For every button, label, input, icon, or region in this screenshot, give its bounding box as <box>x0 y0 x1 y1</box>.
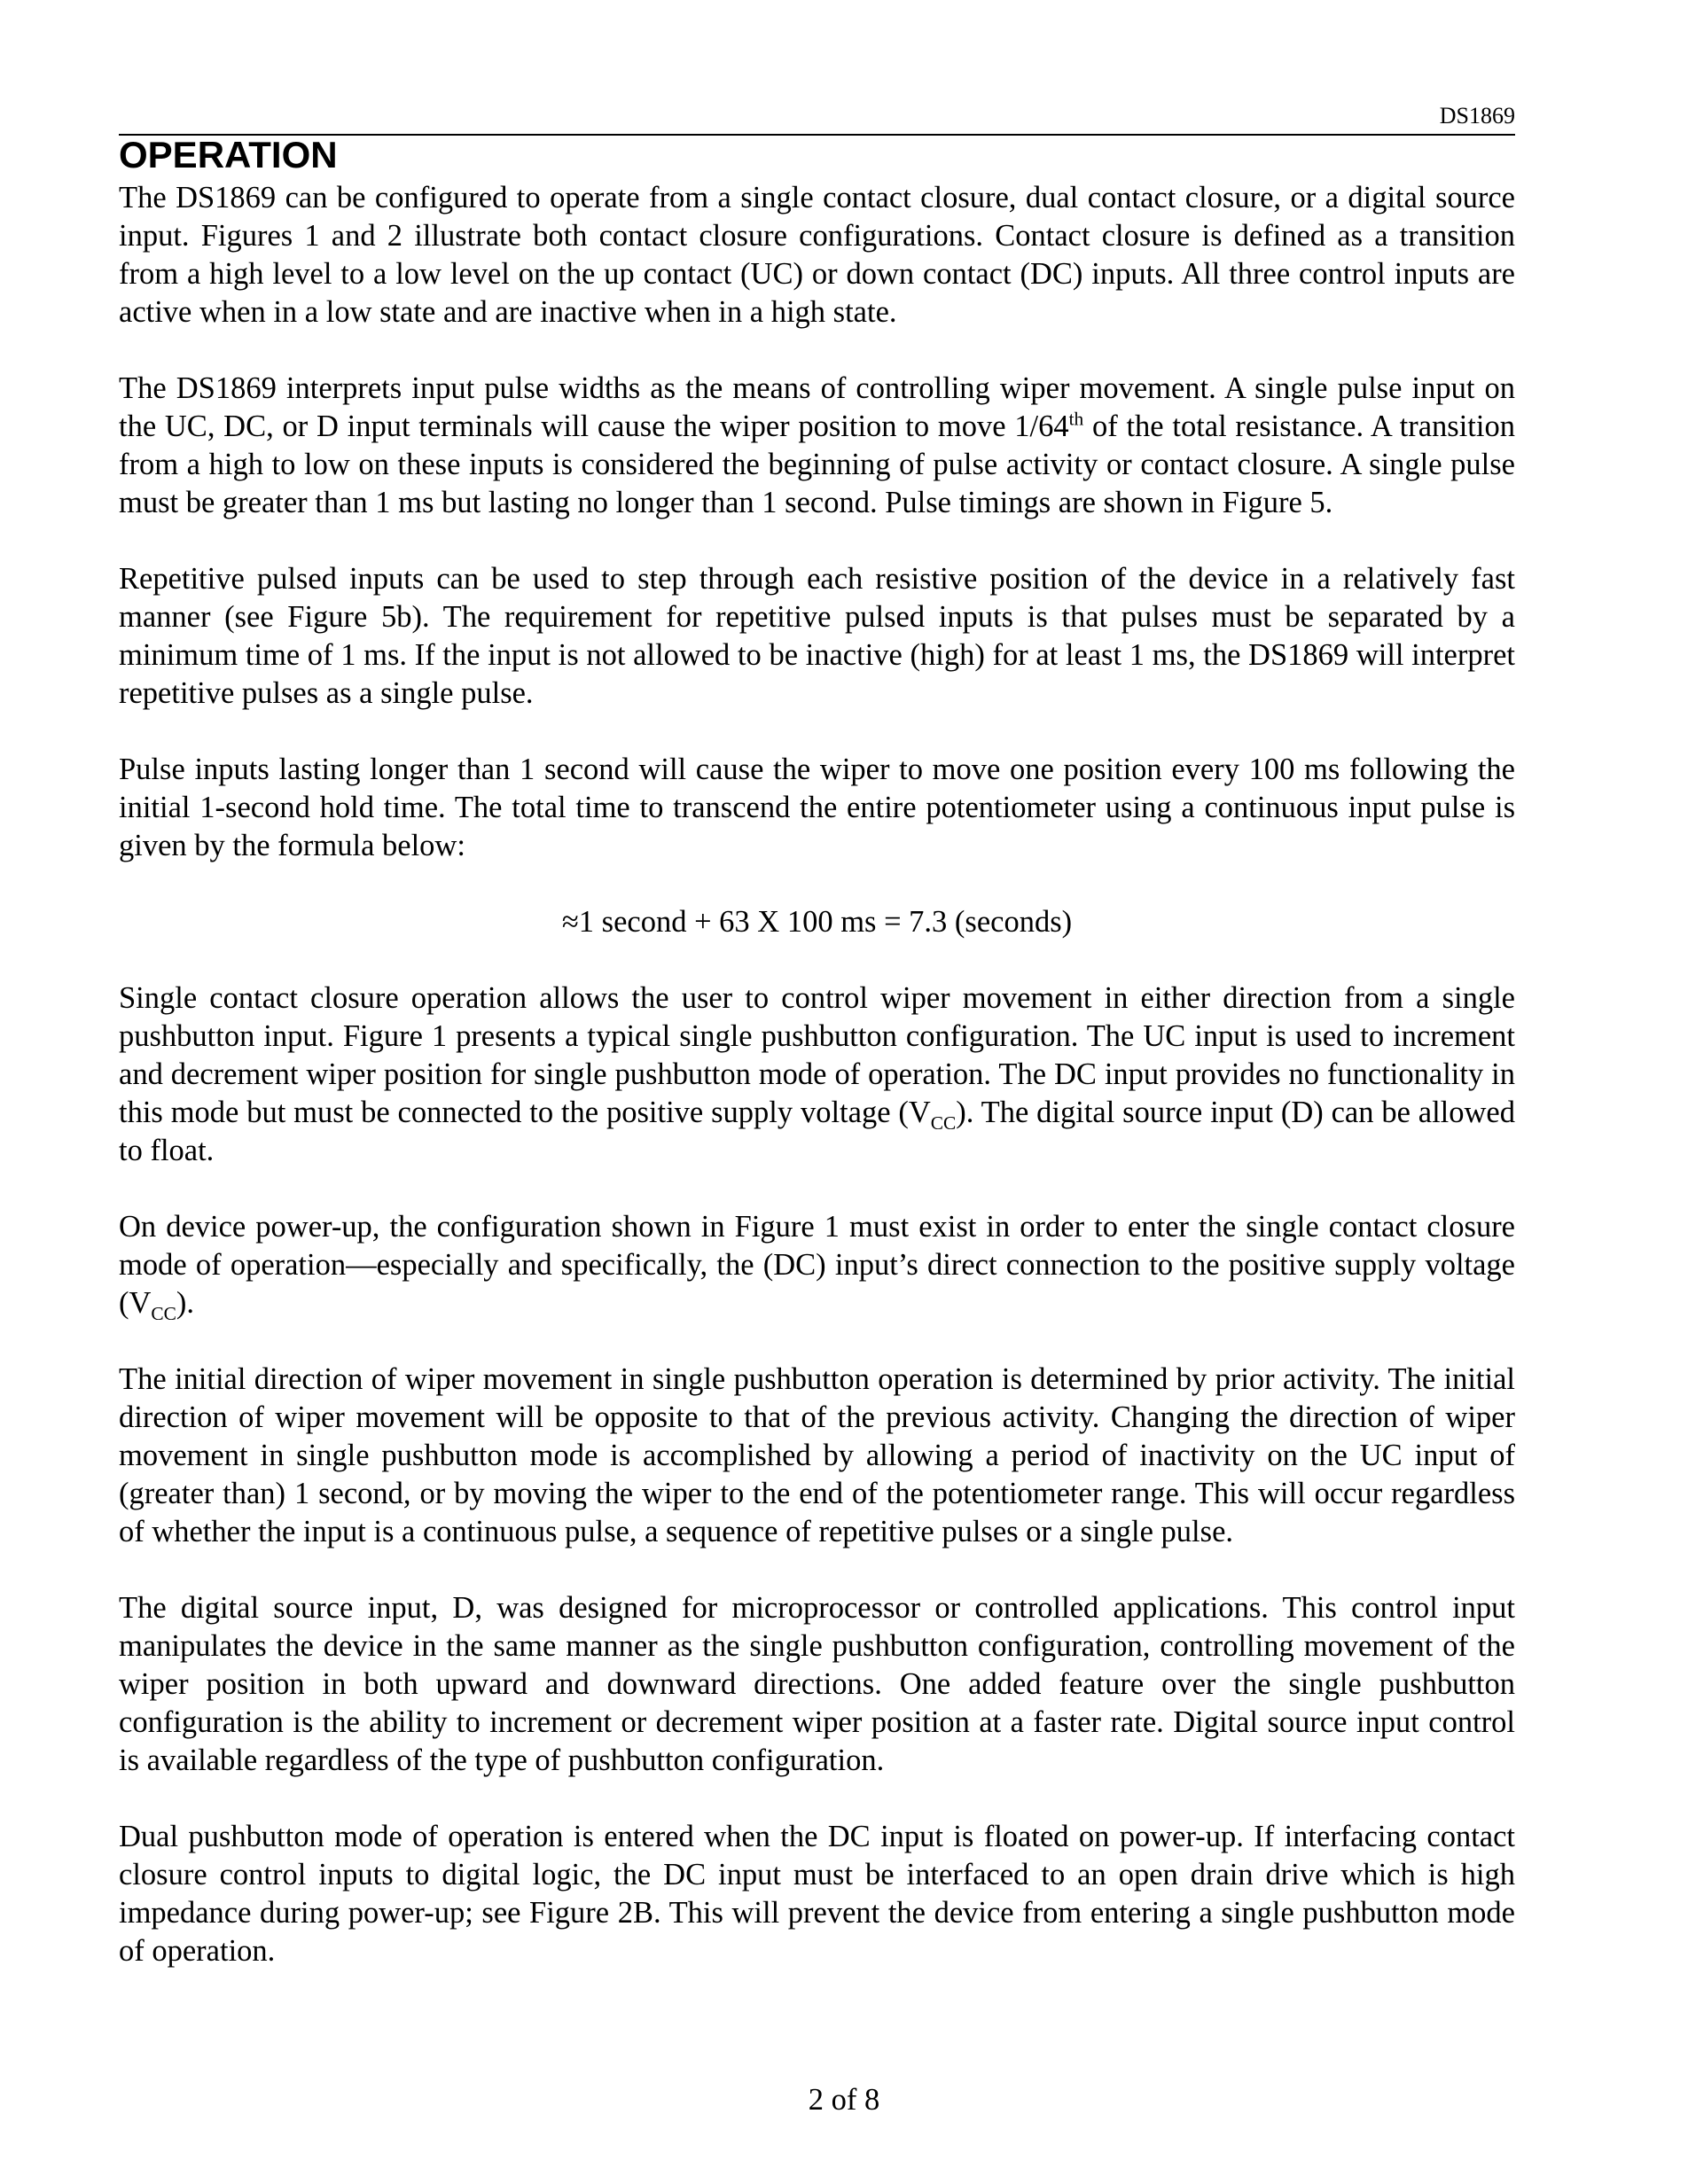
subscript-text: CC <box>930 1112 957 1134</box>
section-title: OPERATION <box>119 134 338 176</box>
subscript-text: CC <box>151 1302 176 1324</box>
paragraph-single-contact <box>119 979 1515 1170</box>
document-body <box>119 179 1515 2008</box>
paragraph-text: On device power-up, the configuration shown in Figure 1 must exist in order to enter the single contact closure mode of operation—especially and specifically, the (DC) input’s direct connection to the positive supply voltage (V <box>119 1210 1515 1320</box>
paragraph-text: ). The digital source input (D) can be allowed to float. <box>119 1096 1515 1167</box>
paragraph-repetitive-pulses: Repetitive pulsed inputs can be used to step through each resistive position of the device in a relatively fast manner (see Figure 5b). The requirement for repetitive pulsed inputs is that pulses must be separated by a minimum time of 1 ms. If the input is not allowed to be inactive (high) for at least 1 ms, the DS1869 will interpret repetitive pulses as a single pulse. <box>119 562 1515 710</box>
timing-formula: ≈1 second + 63 X 100 ms = 7.3 (seconds) <box>561 905 1073 939</box>
paragraph-wiper-direction: The initial direction of wiper movement in single pushbutton operation is determined by prior activity. The initial direction of wiper movement will be opposite to that of the previous activity. Changing the direction of wiper movement in single pushbutton mode is accomplished by allowing a period of inactivity on the UC input of (greater than) 1 second, or by moving the wiper to the end of the potentiometer range. This will occur regardless of whether the input is a continuous pulse, a sequence of repetitive pulses or a single pulse. <box>119 1362 1515 1548</box>
page-number: 2 of 8 <box>808 2083 880 2117</box>
paragraph-control-inputs: The DS1869 can be configured to operate from a single contact closure, dual contact closure, or a digital source input. Figures 1 and 2 illustrate both contact closure configurations. Contact closure is defined as a transition from a high level to a low level on the up contact (UC) or down contact (DC) inputs. All three control inputs are active when in a low state and are inactive when in a high state. <box>119 181 1515 329</box>
paragraph-text: ). <box>176 1286 195 1320</box>
paragraph-power-up <box>119 1208 1515 1322</box>
paragraph-digital-source: The digital source input, D, was designed for microprocessor or controlled applications. This control input manipulates the device in the same manner as the single pushbutton configuration, controlling movement of the wiper position in both upward and downward directions. One added feature over the single pushbutton configuration is the ability to increment or decrement wiper position at a faster rate. Digital source input control is available regardless of the type of pushbutton configuration. <box>119 1591 1515 1777</box>
paragraph-text: of the total resistance. A transition from a high to low on these inputs is considered the beginning of pulse activity or contact closure. A single pulse must be greater than 1 ms but lasting no longer than 1 second. Pulse timings are shown in Figure 5. <box>119 410 1515 519</box>
document-id-header: DS1869 <box>1439 103 1515 129</box>
paragraph-long-pulses: Pulse inputs lasting longer than 1 second will cause the wiper to move one position every 100 ms following the initial 1-second hold time. The total time to transcend the entire potentiometer using a continuous input pulse is given by the formula below: <box>119 753 1515 862</box>
paragraph-text: The DS1869 interprets input pulse widths as the means of controlling wiper movement. A single pulse input on the UC, DC, or D input terminals will cause the wiper position to move 1/64 <box>119 371 1515 443</box>
paragraph-text: Single contact closure operation allows the user to control wiper movement in either direction from a single pushbutton input. Figure 1 presents a typical single pushbutton configuration. The UC input is used to increment and decrement wiper position for single pushbutton mode of operation. The DC input provides no functionality in this mode but must be connected to the positive supply voltage (V <box>119 981 1515 1129</box>
superscript-text: th <box>1068 408 1084 430</box>
paragraph-pulse-widths <box>119 370 1515 522</box>
paragraph-dual-pushbutton: Dual pushbutton mode of operation is entered when the DC input is floated on power-up. If interfacing contact closure control inputs to digital logic, the DC input must be interfaced to an open drain drive which is high impedance during power-up; see Figure 2B. This will prevent the device from entering a single pushbutton mode of operation. <box>119 1820 1515 1968</box>
